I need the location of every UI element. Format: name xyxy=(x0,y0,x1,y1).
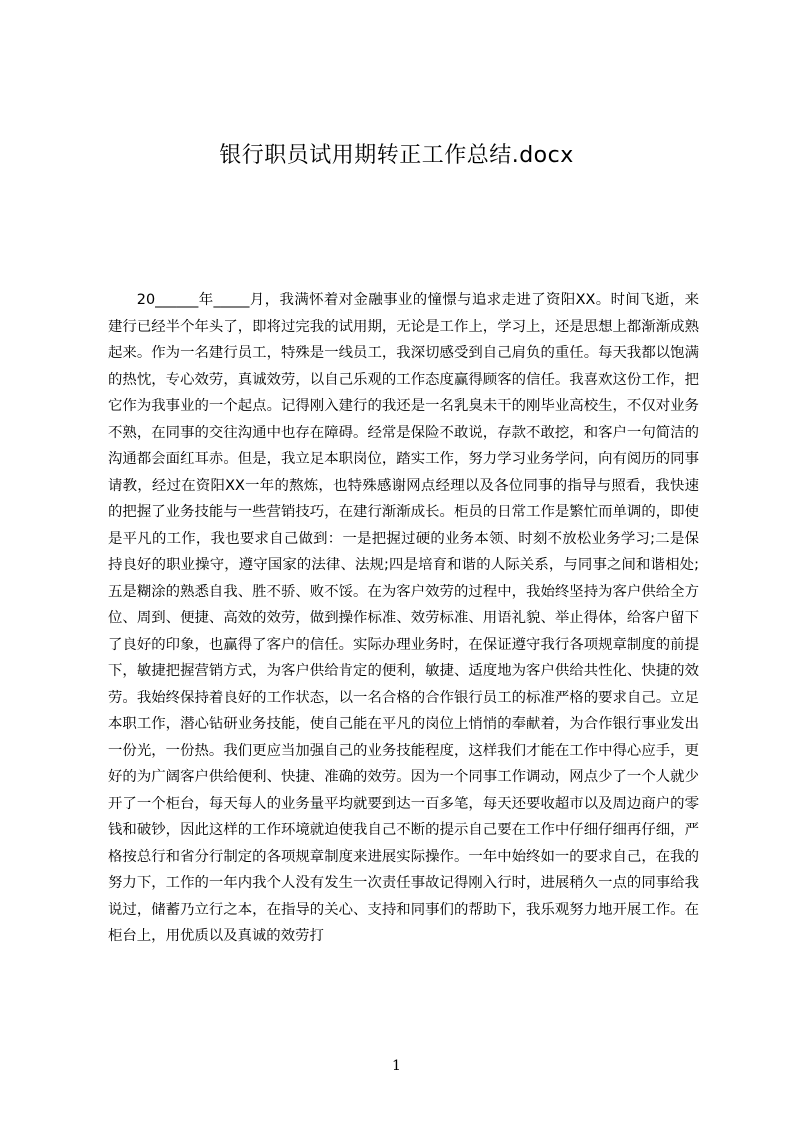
page-number: 1 xyxy=(392,1058,401,1074)
document-body-paragraph: 20______年_____月，我满怀着对金融事业的憧憬与追求走进了资阳XX。时间飞逝，来建行已经半个年头了，即将过完我的试用期，无论是工作上，学习上，还是思想上都渐渐成熟起来。作为一名建行员工，特殊是一线员工，我深切感受到自己肩负的重任。每天我都以饱满的热忱，专心效劳，真诚效劳，以自己乐观的工作态度赢得顾客的信任。我喜欢这份工作，把它作为我事业的一个起点。记得刚入建行的我还是一名乳臭未干的刚毕业高校生，不仅对业务不熟，在同事的交往沟通中也存在障碍。经常是保险不敢说，存款不敢挖，和客户一句简洁的沟通都会面红耳赤。但是，我立足本职岗位，踏实工作，努力学习业务学问，向有阅历的同事请教，经过在资阳XX一年的熬炼，也特殊感谢网点经理以及各位同事的指导与照看，我快速的把握了业务技能与一些营销技巧，在建行渐渐成长。柜员的日常工作是繁忙而单调的，即使是平凡的工作，我也要求自己做到：一是把握过硬的业务本领、时刻不放松业务学习;二是保持良好的职业操守，遵守国家的法律、法规;四是培育和谐的人际关系，与同事之间和谐相处;五是糊涂的熟悉自我、胜不骄、败不馁。在为客户效劳的过程中，我始终坚持为客户供给全方位、周到、便捷、高效的效劳，做到操作标准、效劳标准、用语礼貌、举止得体，给客户留下了良好的印象，也赢得了客户的信任。实际办理业务时，在保证遵守我行各项规章制度的前提下，敏捷把握营销方式，为客户供给肯定的便利，敏捷、适度地为客户供给共性化、快捷的效劳。我始终保持着良好的工作状态，以一名合格的合作银行员工的标准严格的要求自己。立足本职工作，潜心钻研业务技能，使自己能在平凡的岗位上悄悄的奉献着，为合作银行事业发出一份光，一份热。我们更应当加强自己的业务技能程度，这样我们才能在工作中得心应手，更好的为广阔客户供给便利、快捷、准确的效劳。因为一个同事工作调动，网点少了一个人就少开了一个柜台，每天每人的业务量平均就要到达一百多笔，每天还要收超市以及周边商户的零钱和破钞，因此这样的工作环境就迫使我自己不断的提示自己要在工作中仔细仔细再仔细，严格按总行和省分行制定的各项规章制度来进展实际操作。一年中始终如一的要求自己，在我的努力下，工作的一年内我个人没有发生一次责任事故记得刚入行时，进展稍久一点的同事给我说过，储蓄乃立行之本，在指导的关心、支持和同事们的帮助下，我乐观努力地开展工作。在柜台上，用优质以及真诚的效劳打 xyxy=(108,292,699,944)
document-title: 银行职员试用期转正工作总结.docx xyxy=(219,143,574,168)
